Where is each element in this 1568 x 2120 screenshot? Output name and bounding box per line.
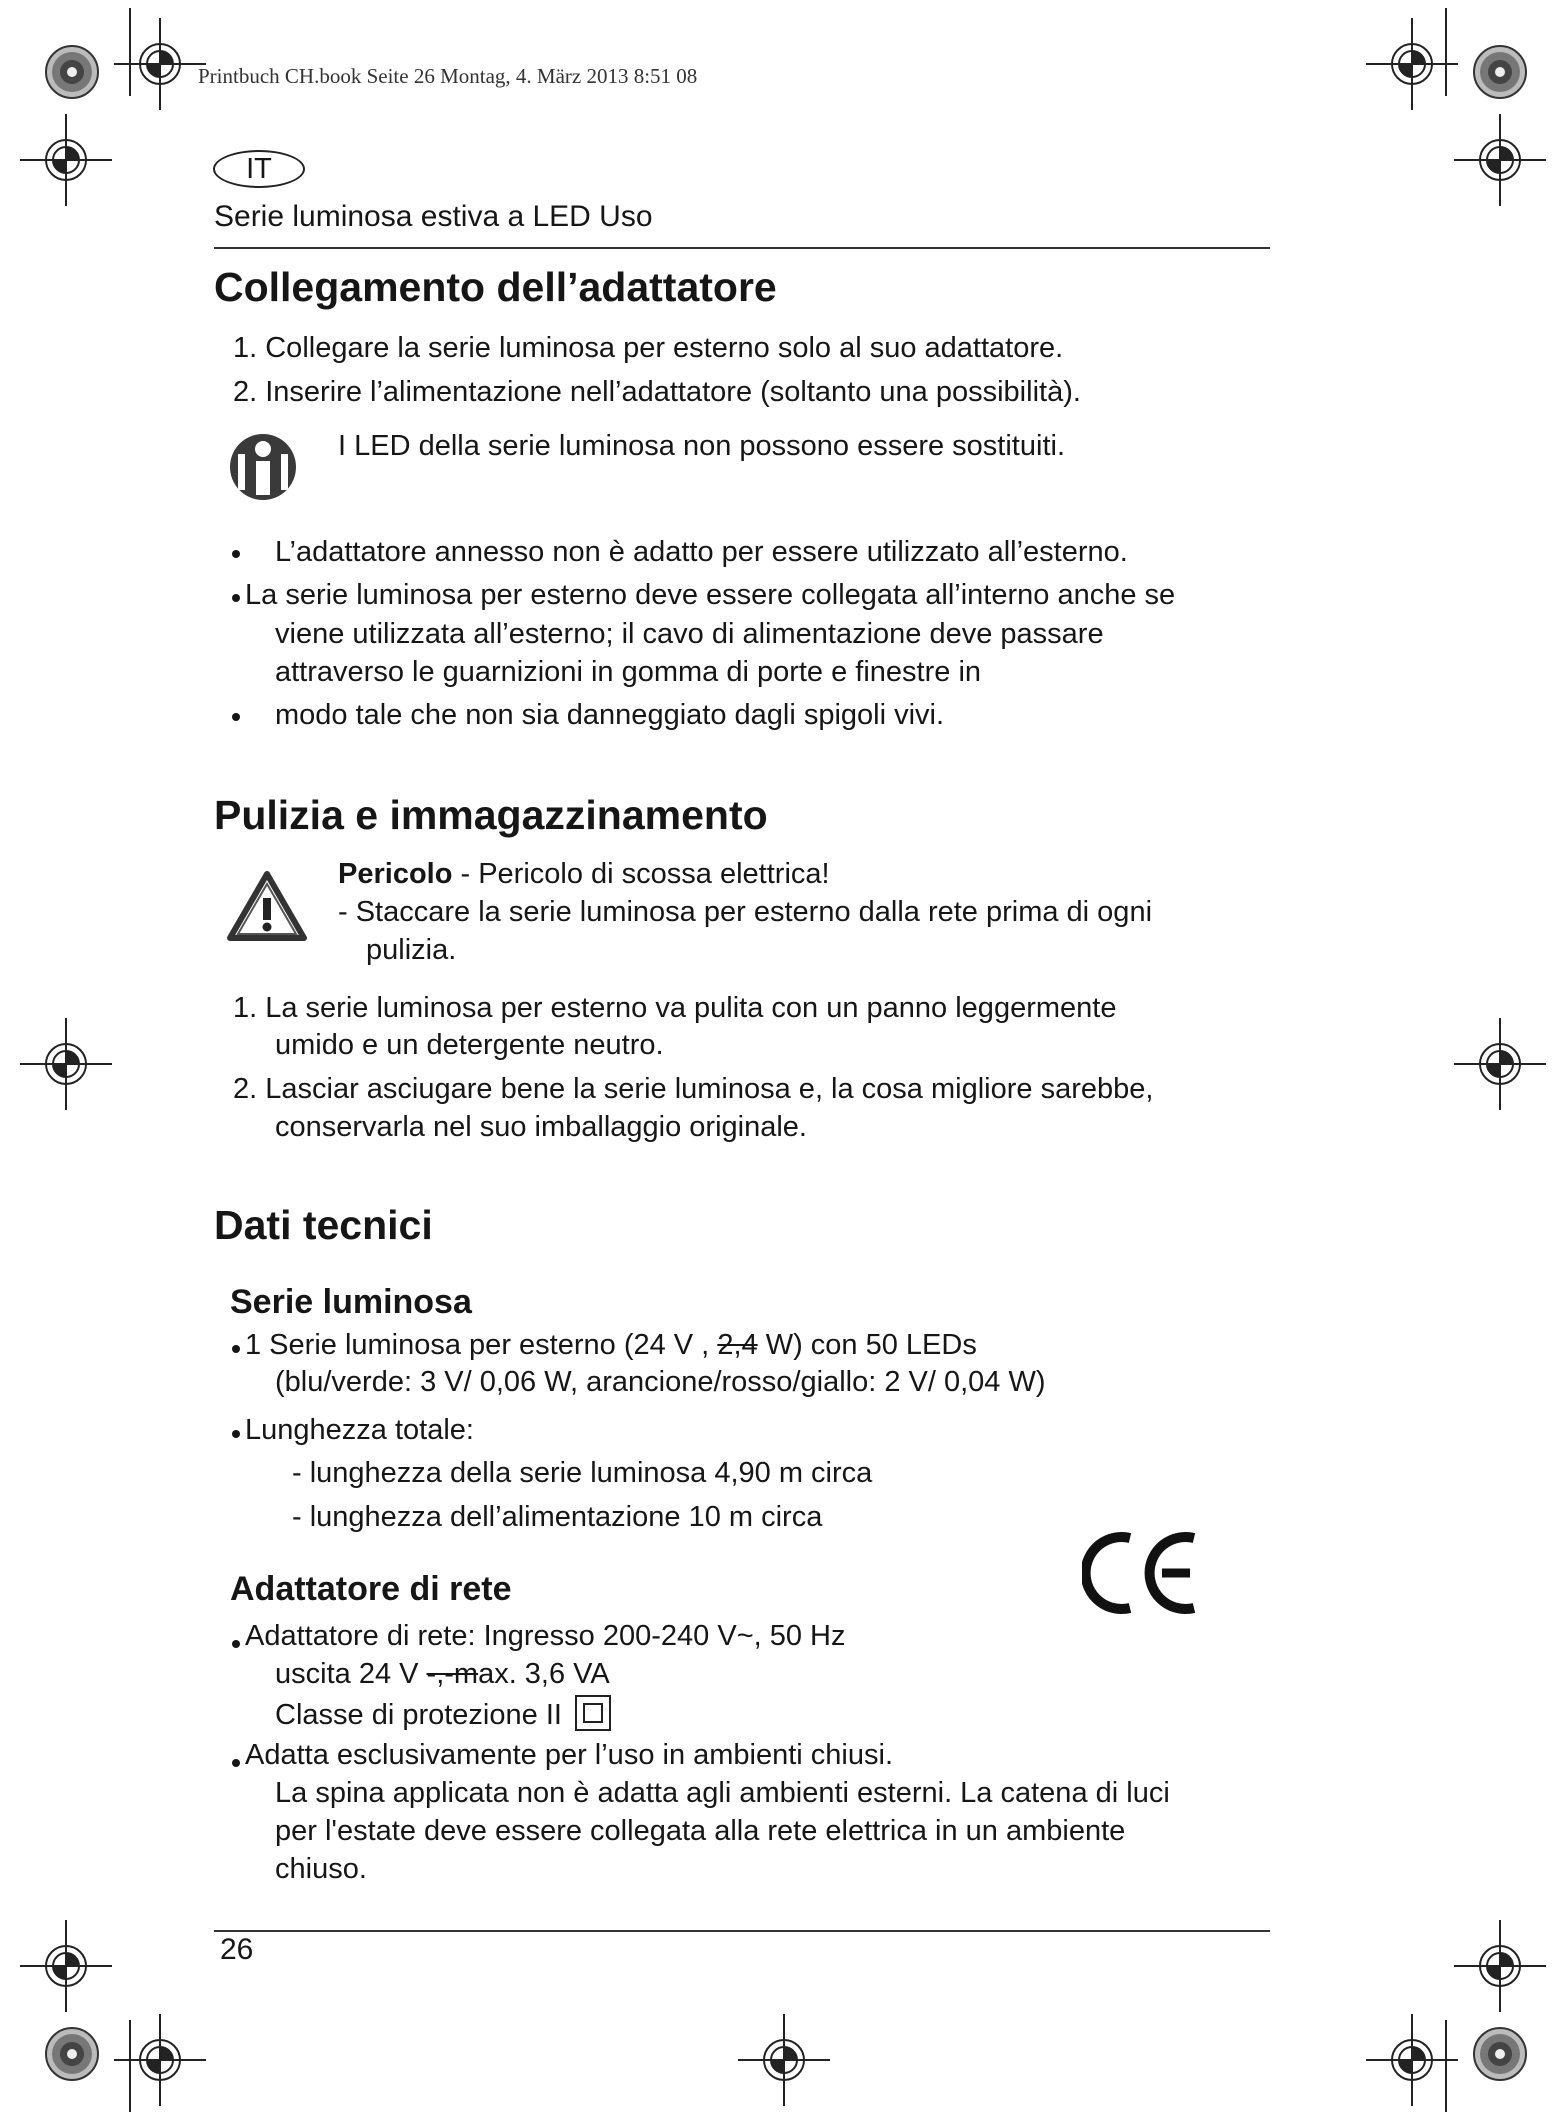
subheading-adapter: Adattatore di rete (230, 1570, 512, 1608)
spec-text: W) con 50 LEDs (757, 1329, 977, 1361)
warning-message: - Pericolo di scossa elettrica! (452, 858, 830, 890)
bullet (232, 550, 240, 558)
spec-text: Classe di protezione II (275, 1699, 562, 1731)
page-number: 26 (220, 1933, 254, 1966)
spec-strike: 2,4 (717, 1329, 758, 1361)
bullet (232, 1759, 240, 1767)
bullet-text: modo tale che non sia danneggiato dagli spigoli vivi. (275, 699, 945, 731)
spec-length-sub: - lunghezza della serie luminosa 4,90 m circa (292, 1457, 873, 1489)
section-heading-cleaning: Pulizia e immagazzinamento (214, 792, 768, 838)
spec-adapter-output (275, 1656, 610, 1692)
bullet-text: L’adattatore annesso non è adatto per essere utilizzato all’esterno. (275, 536, 1128, 568)
section-heading-adapter: Collegamento dell’adattatore (214, 264, 777, 310)
bullet-text-cont: attraverso le guarnizioni in gomma di porte e finestre in (275, 656, 982, 688)
info-note: I LED della serie luminosa non possono essere sostituiti. (338, 430, 1065, 462)
bullet-text-cont: viene utilizzata all’esterno; il cavo di alimentazione deve passare (275, 618, 1104, 650)
footer-rule (214, 1930, 1270, 1932)
cleaning-step-2: 2. Lasciar asciugare bene la serie luminosa e, la cosa migliore sarebbe, (233, 1073, 1154, 1105)
cleaning-step-1-cont: umido e un detergente neutro. (275, 1029, 664, 1061)
ce-mark (1082, 1530, 1202, 1616)
bullet (232, 713, 240, 721)
warning-line: - Staccare la serie luminosa per esterno dalla rete prima di ogni (338, 896, 1153, 928)
cleaning-step-2-cont: conservarla nel suo imballaggio originale. (275, 1111, 807, 1143)
spec-text: ax. 3,6 VA (478, 1658, 610, 1690)
warning-text (338, 856, 830, 892)
bullet (232, 594, 240, 602)
spec-light-string-cont: (blu/verde: 3 V/ 0,06 W, arancione/rosso/giallo: 2 V/ 0,04 W) (275, 1366, 1046, 1398)
spec-adapter-input: Adattatore di rete: Ingresso 200-240 V~, 50 Hz (245, 1620, 846, 1652)
spec-protection-class (275, 1694, 612, 1733)
section-heading-specs: Dati tecnici (214, 1202, 433, 1248)
warning-label: Pericolo (338, 858, 453, 890)
warning-icon (226, 870, 308, 942)
running-title: Serie luminosa estiva a LED Uso (214, 200, 653, 233)
cleaning-step-1: 1. La serie luminosa per esterno va pulita con un panno leggermente (233, 992, 1117, 1024)
spec-indoor-cont: La spina applicata non è adatta agli ambienti esterni. La catena di luci (275, 1777, 1170, 1809)
spec-indoor-cont: per l'estate deve essere collegata alla rete elettrica in un ambiente (275, 1815, 1126, 1847)
bullet (232, 1345, 240, 1353)
spec-length-sub: - lunghezza dell’alimentazione 10 m circa (292, 1501, 823, 1533)
header-rule (214, 247, 1270, 249)
class-ii-icon (574, 1694, 612, 1732)
bullet (232, 1640, 240, 1648)
bullet-text: La serie luminosa per esterno deve essere collegata all’interno anche se (245, 579, 1176, 611)
spec-length: Lunghezza totale: (245, 1414, 474, 1446)
spec-strike: -,-m (426, 1658, 479, 1690)
warning-line: pulizia. (366, 934, 457, 966)
spec-indoor-cont: chiuso. (275, 1853, 367, 1885)
subheading-light-string: Serie luminosa (230, 1283, 472, 1321)
spec-light-string (245, 1327, 977, 1363)
spec-text: uscita 24 V (275, 1658, 427, 1690)
language-badge: IT (213, 150, 305, 188)
bullet (232, 1430, 240, 1438)
spec-text: 1 Serie luminosa per esterno (24 V , (245, 1329, 718, 1361)
print-slug: Printbuch CH.book Seite 26 Montag, 4. März 2013 8:51 08 (198, 64, 698, 88)
spec-indoor: Adatta esclusivamente per l’uso in ambienti chiusi. (245, 1739, 893, 1771)
step-1: 1. Collegare la serie luminosa per esterno solo al suo adattatore. (233, 332, 1064, 364)
step-2: 2. Inserire l’alimentazione nell’adattatore (soltanto una possibilità). (233, 376, 1081, 408)
info-icon (228, 432, 298, 502)
